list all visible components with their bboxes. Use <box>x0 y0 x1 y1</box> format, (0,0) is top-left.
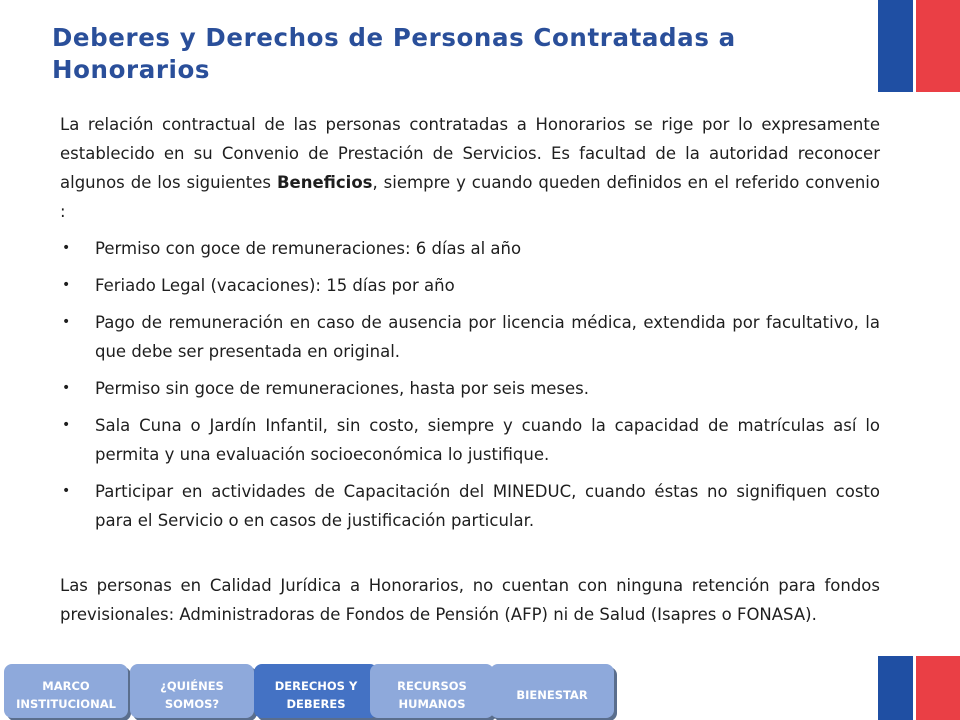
tab-bienestar[interactable] <box>490 664 614 718</box>
tab-label: MARCO INSTITUCIONAL <box>16 679 116 711</box>
tab-label: DERECHOS Y DEBERES <box>274 679 358 711</box>
main-content <box>60 110 880 629</box>
flag-red-stripe <box>916 656 960 720</box>
bullet-icon: • <box>62 417 71 433</box>
benefits-keyword: Beneficios <box>276 173 373 192</box>
page-title: Deberes y Derechos de Personas Contratadas a Honorarios <box>52 23 736 84</box>
list-item: • Sala Cuna o Jardín Infantil, sin costo, siempre y cuando la capacidad de matrículas así lo permita y una evaluación socioeconómica lo justifique. <box>60 411 880 469</box>
tab-label: RECURSOS HUMANOS <box>397 679 467 711</box>
list-item: • Permiso sin goce de remuneraciones, hasta por seis meses. <box>60 374 880 403</box>
flag-blue-stripe <box>878 0 913 92</box>
bullet-icon: • <box>62 240 71 256</box>
closing-paragraph: Las personas en Calidad Jurídica a Honorarios, no cuentan con ninguna retención para fondos previsionales: Administradoras de Fondos de Pensión (AFP) ni de Salud (Isapres o FONASA). <box>60 576 880 624</box>
bullet-icon: • <box>62 277 71 293</box>
tab-derechos-y-deberes[interactable] <box>254 664 378 718</box>
tab-quienes-somos[interactable] <box>130 664 254 718</box>
tab-recursos-humanos[interactable] <box>370 664 494 718</box>
bullet-icon: • <box>62 380 71 396</box>
benefits-list <box>60 234 880 535</box>
flag-blue-stripe <box>878 656 913 720</box>
tab-label: ¿QUIÉNES SOMOS? <box>160 679 224 711</box>
list-item: • Permiso con goce de remuneraciones: 6 días al año <box>60 234 880 263</box>
tab-marco-institucional[interactable] <box>4 664 128 718</box>
tab-label: BIENESTAR <box>516 688 588 702</box>
flag-decoration-top <box>878 0 960 92</box>
intro-paragraph: La relación contractual de las personas contratadas a Honorarios se rige por lo expresamente establecido en su Convenio de Prestación de Servicios. Es facultad de la autoridad reconocer algunos de los siguientes Beneficios, siempre y cuando queden definidos en el referido convenio : <box>60 115 880 221</box>
bullet-icon: • <box>62 483 71 499</box>
list-item: • Pago de remuneración en caso de ausencia por licencia médica, extendida por facultativo, la que debe ser presentada en original. <box>60 308 880 366</box>
list-item: • Feriado Legal (vacaciones): 15 días por año <box>60 271 880 300</box>
flag-red-stripe <box>916 0 960 92</box>
bullet-icon: • <box>62 314 71 330</box>
flag-decoration-bottom <box>878 656 960 720</box>
list-item: • Participar en actividades de Capacitación del MINEDUC, cuando éstas no signifiquen costo para el Servicio o en casos de justificación particular. <box>60 477 880 535</box>
